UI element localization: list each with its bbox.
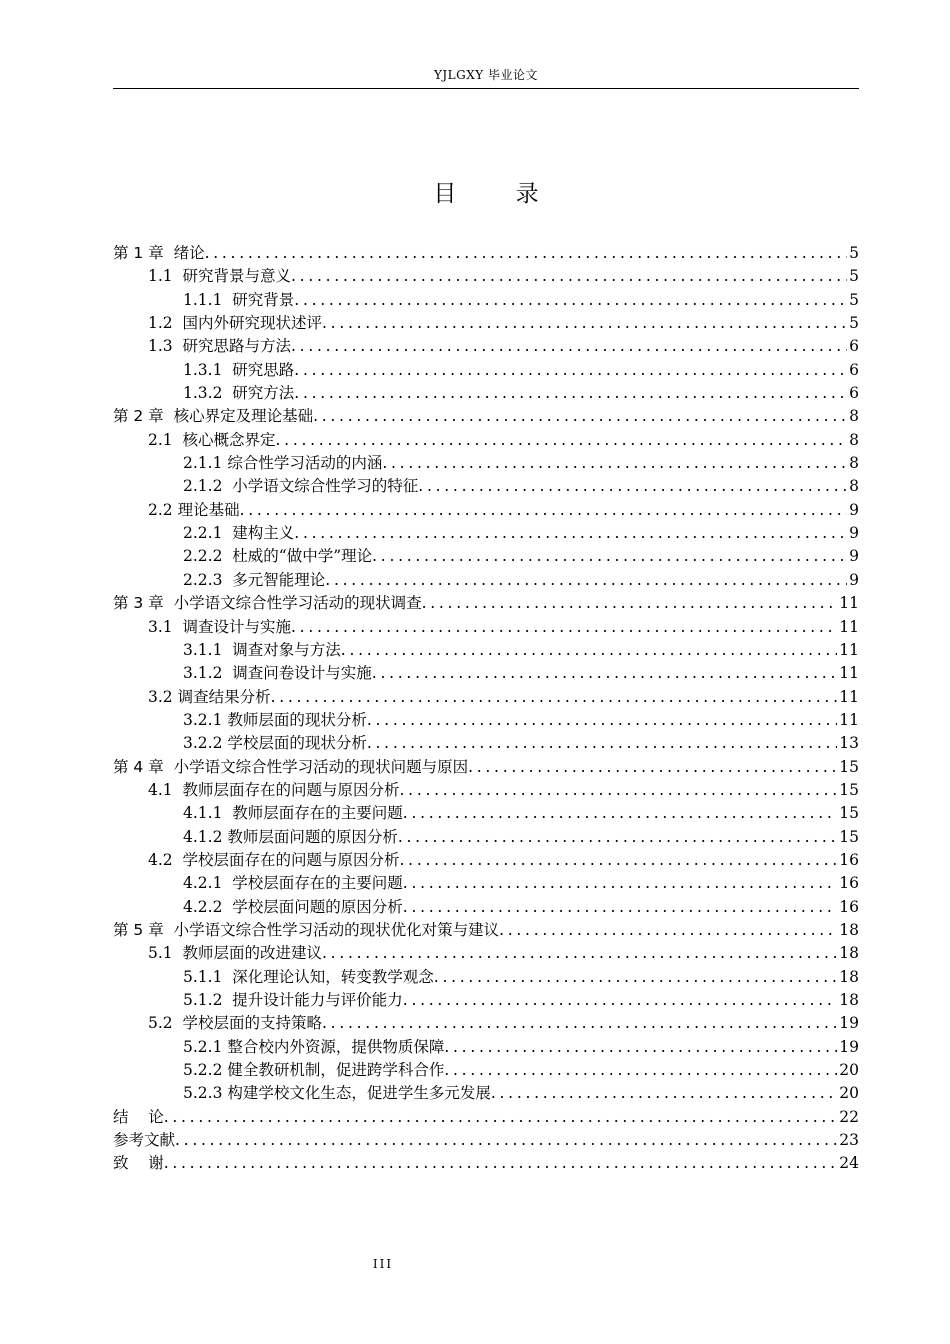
toc-dot-leader <box>325 569 847 592</box>
toc-subsection-entry[interactable] <box>113 1082 859 1105</box>
toc-entry-label: 第 1 章 绪论 <box>113 244 205 262</box>
toc-subsection-entry[interactable] <box>113 569 859 592</box>
toc-dot-leader <box>403 802 837 825</box>
toc-entry-label: 1.3.1 研究思路 <box>183 360 295 379</box>
toc-subsection-entry[interactable] <box>113 662 859 685</box>
toc-section-entry[interactable] <box>113 1012 859 1035</box>
toc-section-entry[interactable] <box>113 265 859 288</box>
toc-subsection-entry[interactable] <box>113 802 859 825</box>
toc-entry-page-number: 5 <box>849 244 859 262</box>
toc-entry-page-number: 11 <box>839 640 859 659</box>
toc-entry-page-number: 8 <box>849 477 859 496</box>
toc-chapter-entry[interactable] <box>113 756 859 779</box>
toc-entry-label: 4.2.1 学校层面存在的主要问题 <box>183 874 403 893</box>
toc-entry-page-number: 15 <box>839 780 859 799</box>
toc-entry-label: 1.2 国内外研究现状述评 <box>148 314 323 333</box>
toc-entry-page-number: 11 <box>839 594 859 613</box>
toc-subsection-entry[interactable] <box>113 1036 859 1059</box>
toc-dot-leader <box>240 499 848 522</box>
header-rule <box>113 88 859 89</box>
toc-dot-leader <box>175 1129 837 1152</box>
toc-dot-leader <box>434 966 837 989</box>
toc-entry-page-number: 6 <box>849 360 859 379</box>
toc-chapter-entry[interactable] <box>113 592 859 615</box>
toc-entry-label: 4.1 教师层面存在的问题与原因分析 <box>148 780 400 799</box>
toc-chapter-entry[interactable] <box>113 1152 859 1175</box>
toc-dot-leader <box>400 849 838 872</box>
toc-dot-leader <box>468 756 837 779</box>
toc-title: 目 录 <box>433 181 565 207</box>
toc-section-entry[interactable] <box>113 335 859 358</box>
toc-dot-leader <box>322 942 837 965</box>
toc-section-entry[interactable] <box>113 312 859 335</box>
toc-entry-label: 3.1 调查设计与实施 <box>148 617 292 636</box>
toc-subsection-entry[interactable] <box>113 452 859 475</box>
page-number: III <box>372 1257 394 1271</box>
toc-entry-label: 1.1.1 研究背景 <box>183 290 295 309</box>
toc-dot-leader <box>294 382 847 405</box>
toc-dot-leader <box>313 405 847 428</box>
toc-dot-leader <box>276 429 848 452</box>
toc-entry-page-number: 16 <box>839 850 859 869</box>
toc-entry-label: 第 3 章 小学语文综合性学习活动的现状调查 <box>113 594 422 613</box>
toc-entry-label: 2.1.2 小学语文综合性学习的特征 <box>183 477 419 496</box>
toc-entry-page-number: 11 <box>839 687 859 706</box>
toc-entry-page-number: 11 <box>839 710 859 729</box>
toc-entry-page-number: 18 <box>839 967 859 986</box>
toc-entry-label: 2.1 核心概念界定 <box>148 430 276 449</box>
toc-entry-label: 4.1.1 教师层面存在的主要问题 <box>183 804 403 823</box>
toc-entry-page-number: 5 <box>849 290 859 309</box>
toc-subsection-entry[interactable] <box>113 359 859 382</box>
toc-subsection-entry[interactable] <box>113 522 859 545</box>
toc-dot-leader <box>403 989 837 1012</box>
toc-subsection-entry[interactable] <box>113 872 859 895</box>
toc-entry-page-number: 11 <box>839 664 859 683</box>
toc-entry-label: 第 5 章 小学语文综合性学习活动的现状优化对策与建议 <box>113 920 500 939</box>
toc-entry-label: 5.2.1 整合校内外资源，提供物质保障 <box>183 1037 445 1056</box>
toc-entry-label: 2.2.1 建构主义 <box>183 524 295 543</box>
toc-entry-page-number: 23 <box>839 1131 859 1150</box>
toc-entry-page-number: 20 <box>839 1061 859 1080</box>
toc-dot-leader <box>205 242 848 265</box>
toc-entry-page-number: 19 <box>839 1037 859 1056</box>
toc-entry-page-number: 9 <box>849 570 859 589</box>
toc-dot-leader <box>291 265 847 288</box>
toc-entry-label: 3.2 调查结果分析 <box>148 687 271 706</box>
toc-subsection-entry[interactable] <box>113 826 859 849</box>
toc-entry-label: 5.1.1 深化理论认知，转变教学观念 <box>183 967 434 986</box>
toc-entry-page-number: 18 <box>839 944 859 963</box>
toc-subsection-entry[interactable] <box>113 545 859 568</box>
toc-entry-page-number: 19 <box>839 1014 859 1033</box>
toc-dot-leader <box>367 709 837 732</box>
toc-dot-leader <box>164 1106 838 1129</box>
toc-entry-page-number: 16 <box>839 897 859 916</box>
toc-chapter-entry[interactable] <box>113 242 859 265</box>
toc-dot-leader <box>322 1012 837 1035</box>
page-header <box>113 66 859 84</box>
toc-section-entry[interactable] <box>113 616 859 639</box>
toc-dot-leader <box>398 826 837 849</box>
toc-entry-label: 2.2 理论基础 <box>148 500 240 519</box>
toc-entry-label: 2.2.2 杜威的“做中学”理论 <box>183 547 373 566</box>
toc-entry-label: 第 2 章 核心界定及理论基础 <box>113 407 314 426</box>
toc-entry-page-number: 9 <box>849 547 859 566</box>
toc-entry-label: 5.1.2 提升设计能力与评价能力 <box>183 991 403 1009</box>
toc-entry-label: 3.1.1 调查对象与方法 <box>183 640 341 659</box>
toc-dot-leader <box>271 686 838 709</box>
toc-entry-page-number: 22 <box>839 1107 859 1126</box>
toc-dot-leader <box>444 1036 837 1059</box>
toc-entry-label: 1.3 研究思路与方法 <box>148 337 292 356</box>
toc-entry-label: 3.2.2 学校层面的现状分析 <box>183 734 367 753</box>
toc-chapter-entry[interactable] <box>113 1106 859 1129</box>
header-text: YJLGXY 毕业论文 <box>433 68 539 82</box>
toc-entry-label: 致 谢 <box>113 1154 164 1173</box>
toc-entry-page-number: 8 <box>849 407 859 426</box>
toc-subsection-entry[interactable] <box>113 732 859 755</box>
toc-entry-label: 4.2.2 学校层面问题的原因分析 <box>183 897 403 916</box>
toc-dot-leader <box>372 545 847 568</box>
toc-dot-leader <box>164 1152 838 1175</box>
toc-dot-leader <box>499 919 837 942</box>
toc-entry-label: 1.1 研究背景与意义 <box>148 267 292 286</box>
toc-entry-label: 5.2.3 构建学校文化生态，促进学生多元发展 <box>183 1084 491 1103</box>
toc-subsection-entry[interactable] <box>113 639 859 662</box>
toc-subsection-entry[interactable] <box>113 1059 859 1082</box>
toc-subsection-entry[interactable] <box>113 475 859 498</box>
toc-dot-leader <box>422 592 838 615</box>
toc-chapter-entry[interactable] <box>113 1129 859 1152</box>
toc-entry-label: 3.2.1 教师层面的现状分析 <box>183 710 367 729</box>
toc-dot-leader <box>403 872 837 895</box>
toc-subsection-entry[interactable] <box>113 709 859 732</box>
toc-subsection-entry[interactable] <box>113 382 859 405</box>
toc-entry-label: 5.1 教师层面的改进建议 <box>148 944 323 963</box>
toc-subsection-entry[interactable] <box>113 896 859 919</box>
toc-section-entry[interactable] <box>113 429 859 452</box>
toc-entry-page-number: 5 <box>849 267 859 286</box>
toc-entry-page-number: 6 <box>849 384 859 403</box>
toc-dot-leader <box>294 522 847 545</box>
toc-entry-page-number: 18 <box>839 991 859 1009</box>
toc-entry-label: 参考文献 <box>113 1131 176 1150</box>
toc-entry-label: 第 4 章 小学语文综合性学习活动的现状问题与原因 <box>113 757 469 776</box>
toc-chapter-entry[interactable] <box>113 405 859 428</box>
toc-entry-label: 1.3.2 研究方法 <box>183 384 295 403</box>
toc-chapter-entry[interactable] <box>113 919 859 942</box>
toc-entry-label: 4.1.2 教师层面问题的原因分析 <box>183 827 398 846</box>
toc-section-entry[interactable] <box>113 849 859 872</box>
toc-dot-leader <box>382 452 847 475</box>
toc-entry-label: 3.1.2 调查问卷设计与实施 <box>183 664 372 683</box>
toc-entry-page-number: 15 <box>839 804 859 823</box>
toc-subsection-entry[interactable] <box>113 289 859 312</box>
toc-entry-page-number: 8 <box>849 454 859 473</box>
toc-dot-leader <box>491 1082 837 1105</box>
toc-entry-page-number: 20 <box>839 1084 859 1103</box>
toc-entry-page-number: 24 <box>839 1154 859 1173</box>
toc-entry-page-number: 15 <box>839 757 859 776</box>
toc-section-entry[interactable] <box>113 686 859 709</box>
toc-entry-page-number: 9 <box>849 524 859 543</box>
toc-entry-page-number: 9 <box>849 500 859 519</box>
toc-entry-label: 5.2 学校层面的支持策略 <box>148 1014 323 1033</box>
toc-entry-page-number: 16 <box>839 874 859 893</box>
toc-entry-page-number: 11 <box>839 617 859 636</box>
toc-subsection-entry[interactable] <box>113 989 859 1012</box>
toc-dot-leader <box>372 662 837 685</box>
toc-entry-page-number: 18 <box>839 920 859 939</box>
toc-entry-page-number: 6 <box>849 337 859 356</box>
page-footer <box>113 1256 653 1272</box>
toc-dot-leader <box>341 639 837 662</box>
toc-dot-leader <box>291 335 847 358</box>
toc-entry-page-number: 13 <box>839 734 859 753</box>
toc-entry-page-number: 15 <box>839 827 859 846</box>
toc-entry-label: 结 论 <box>113 1107 164 1126</box>
toc-entry-label: 2.2.3 多元智能理论 <box>183 570 326 589</box>
toc-section-entry[interactable] <box>113 499 859 522</box>
toc-dot-leader <box>294 289 847 312</box>
toc-section-entry[interactable] <box>113 942 859 965</box>
toc-entry-label: 2.1.1 综合性学习活动的内涵 <box>183 454 383 473</box>
toc-entry-page-number: 5 <box>849 314 859 333</box>
toc-subsection-entry[interactable] <box>113 966 859 989</box>
toc-entry-page-number: 8 <box>849 430 859 449</box>
toc-entry-label: 5.2.2 健全教研机制，促进跨学科合作 <box>183 1061 445 1080</box>
toc-dot-leader <box>291 616 837 639</box>
toc-dot-leader <box>403 896 837 919</box>
toc-dot-leader <box>322 312 847 335</box>
toc-dot-leader <box>294 359 847 382</box>
toc-entry-label: 4.2 学校层面存在的问题与原因分析 <box>148 850 400 869</box>
toc-dot-leader <box>367 732 837 755</box>
toc-dot-leader <box>444 1059 837 1082</box>
toc-dot-leader <box>400 779 838 802</box>
toc-section-entry[interactable] <box>113 779 859 802</box>
table-of-contents <box>113 242 859 1176</box>
toc-dot-leader <box>418 475 847 498</box>
